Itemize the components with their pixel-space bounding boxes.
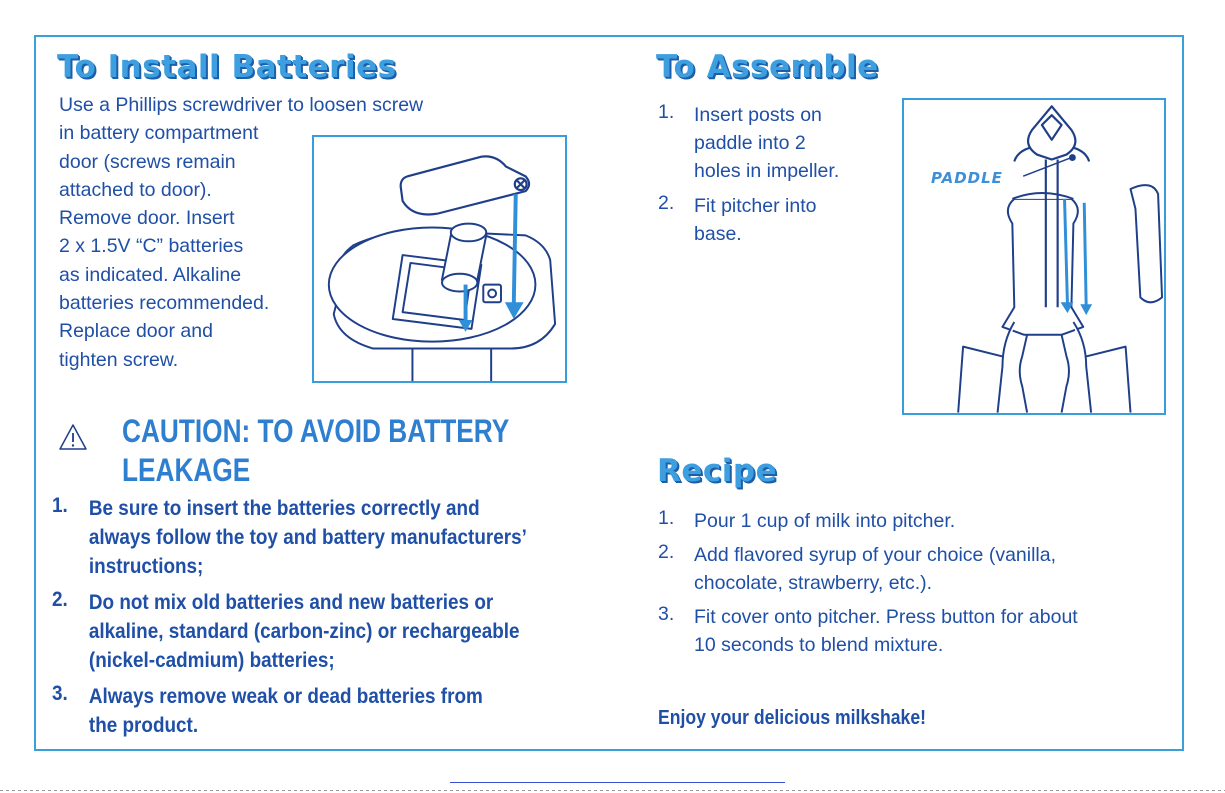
assemble-step: 2. Fit pitcher into base. [658, 192, 817, 245]
assemble-step: 1. Insert posts on paddle into 2 holes in impeller. [658, 101, 840, 182]
paddle-label: PADDLE [931, 169, 1003, 187]
caution-title: CAUTION: TO AVOID BATTERY LEAKAGE [122, 413, 510, 488]
install-batteries-instructions: Use a Phillips screwdriver to loosen screw in battery compartment door (screws remain attached to door). Remove door. Insert 2 x 1.5V “C” batteries as indicated. Alkaline batteries recommended. Replace door and tighten screw. [59, 94, 424, 371]
battery-install-drawing [314, 137, 565, 381]
recipe-step: 1. Pour 1 cup of milk into pitcher. [658, 507, 956, 532]
caution-item: 2. Do not mix old batteries and new batteries or alkaline, standard (carbon-zinc) or rechargeable (nickel-cadmium) batteries; [52, 588, 520, 672]
paddle-assembly-drawing [904, 100, 1164, 413]
battery-compartment-illustration [312, 135, 567, 383]
caution-item: 3. Always remove weak or dead batteries from the product. [52, 682, 483, 737]
recipe-heading: Recipe [657, 453, 778, 489]
caution-list [52, 494, 527, 747]
install-batteries-heading: To Install Batteries [57, 49, 397, 85]
assemble-steps [658, 101, 839, 248]
caution-item: 1. Be sure to insert the batteries correctly and always follow the toy and battery manufacturers’ instructions; [52, 494, 527, 578]
recipe-step: 2. Add flavored syrup of your choice (vanilla, chocolate, strawberry, etc.). [658, 541, 1057, 594]
warning-triangle-icon [58, 423, 88, 451]
recipe-steps [658, 507, 1078, 659]
recipe-closing: Enjoy your delicious milkshake! [658, 707, 927, 729]
page-bottom-edge [0, 790, 1225, 791]
footer-rule [450, 782, 785, 783]
blender-paddle-illustration [902, 98, 1166, 415]
assemble-heading: To Assemble [656, 49, 879, 85]
recipe-step: 3. Fit cover onto pitcher. Press button for about 10 seconds to blend mixture. [658, 603, 1078, 656]
